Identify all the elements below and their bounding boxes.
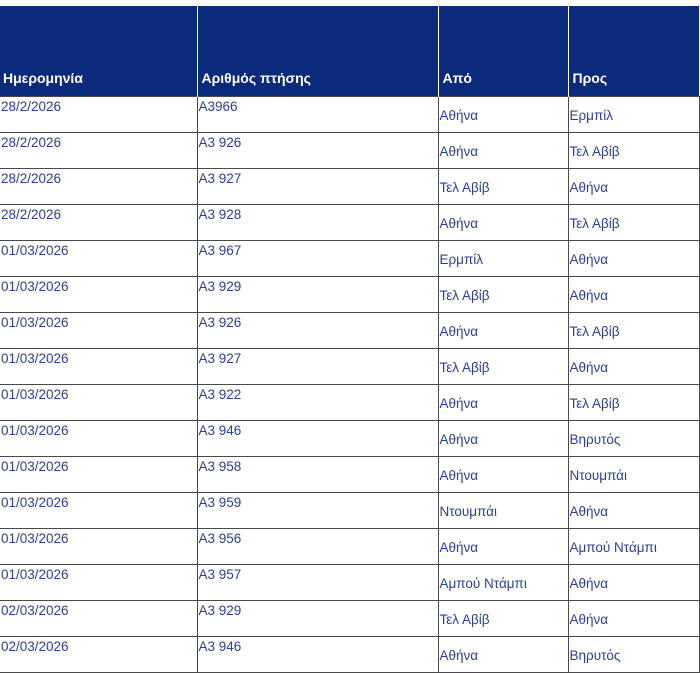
table-row (0, 457, 699, 493)
flight-number-cell: A3 946 (197, 421, 438, 457)
table-row (0, 493, 699, 529)
date-cell: 01/03/2026 (0, 349, 197, 385)
date-cell: 01/03/2026 (0, 565, 197, 601)
table-row (0, 421, 699, 457)
table-header (0, 6, 699, 97)
to-cell: Ντουμπάι (568, 457, 699, 493)
table-row (0, 529, 699, 565)
date-cell: 28/2/2026 (0, 169, 197, 205)
date-cell: 01/03/2026 (0, 313, 197, 349)
flight-number-cell: A3 928 (197, 205, 438, 241)
date-cell: 01/03/2026 (0, 421, 197, 457)
date-cell: 02/03/2026 (0, 601, 197, 637)
flight-number-cell: A3 929 (197, 601, 438, 637)
table-row (0, 169, 699, 205)
flight-number-cell: A3 926 (197, 133, 438, 169)
date-cell: 01/03/2026 (0, 457, 197, 493)
flight-number-cell: A3 957 (197, 565, 438, 601)
from-cell: Αθήνα (438, 385, 568, 421)
to-cell: Αθήνα (568, 349, 699, 385)
from-cell: Αθήνα (438, 313, 568, 349)
from-cell: Τελ Αβίβ (438, 169, 568, 205)
from-cell: Αθήνα (438, 637, 568, 673)
table-row (0, 97, 699, 133)
to-cell: Αθήνα (568, 565, 699, 601)
to-cell: Αθήνα (568, 493, 699, 529)
date-cell: 01/03/2026 (0, 529, 197, 565)
table-row (0, 385, 699, 421)
from-cell: Αθήνα (438, 421, 568, 457)
from-cell: Τελ Αβίβ (438, 277, 568, 313)
table-row (0, 241, 699, 277)
from-cell: Αθήνα (438, 205, 568, 241)
to-cell: Βηρυτός (568, 421, 699, 457)
flight-number-cell: A3 926 (197, 313, 438, 349)
table-row (0, 565, 699, 601)
flight-number-cell: A3966 (197, 97, 438, 133)
header-from: Από (438, 6, 568, 97)
to-cell: Αθήνα (568, 169, 699, 205)
table-row (0, 313, 699, 349)
from-cell: Τελ Αβίβ (438, 349, 568, 385)
from-cell: Αθήνα (438, 529, 568, 565)
flight-number-cell: A3 927 (197, 169, 438, 205)
flight-number-cell: A3 927 (197, 349, 438, 385)
flight-number-cell: A3 967 (197, 241, 438, 277)
from-cell: Αθήνα (438, 457, 568, 493)
table-row (0, 205, 699, 241)
to-cell: Αμπού Ντάμπι (568, 529, 699, 565)
table-row (0, 349, 699, 385)
to-cell: Τελ Αβίβ (568, 313, 699, 349)
to-cell: Βηρυτός (568, 637, 699, 673)
flight-number-cell: A3 959 (197, 493, 438, 529)
from-cell: Ερμπίλ (438, 241, 568, 277)
date-cell: 01/03/2026 (0, 241, 197, 277)
flight-number-cell: A3 922 (197, 385, 438, 421)
table-body (0, 97, 699, 673)
from-cell: Τελ Αβίβ (438, 601, 568, 637)
to-cell: Αθήνα (568, 277, 699, 313)
date-cell: 01/03/2026 (0, 493, 197, 529)
date-cell: 01/03/2026 (0, 385, 197, 421)
table-row (0, 637, 699, 673)
to-cell: Αθήνα (568, 241, 699, 277)
from-cell: Αθήνα (438, 97, 568, 133)
table-row (0, 601, 699, 637)
from-cell: Αθήνα (438, 133, 568, 169)
from-cell: Ντουμπάι (438, 493, 568, 529)
table-row (0, 277, 699, 313)
date-cell: 28/2/2026 (0, 97, 197, 133)
date-cell: 01/03/2026 (0, 277, 197, 313)
from-cell: Αμπού Ντάμπι (438, 565, 568, 601)
date-cell: 28/2/2026 (0, 133, 197, 169)
table-row (0, 133, 699, 169)
to-cell: Τελ Αβίβ (568, 385, 699, 421)
flights-table (0, 6, 700, 673)
flight-number-cell: A3 946 (197, 637, 438, 673)
header-flight-number: Αριθμός πτήσης (197, 6, 438, 97)
flight-number-cell: A3 929 (197, 277, 438, 313)
flight-number-cell: A3 956 (197, 529, 438, 565)
header-row (0, 6, 699, 97)
header-date: Ημερομηνία (0, 6, 197, 97)
date-cell: 02/03/2026 (0, 637, 197, 673)
flight-number-cell: A3 958 (197, 457, 438, 493)
to-cell: Τελ Αβίβ (568, 205, 699, 241)
to-cell: Τελ Αβίβ (568, 133, 699, 169)
to-cell: Ερμπίλ (568, 97, 699, 133)
header-to: Προς (568, 6, 699, 97)
date-cell: 28/2/2026 (0, 205, 197, 241)
to-cell: Αθήνα (568, 601, 699, 637)
